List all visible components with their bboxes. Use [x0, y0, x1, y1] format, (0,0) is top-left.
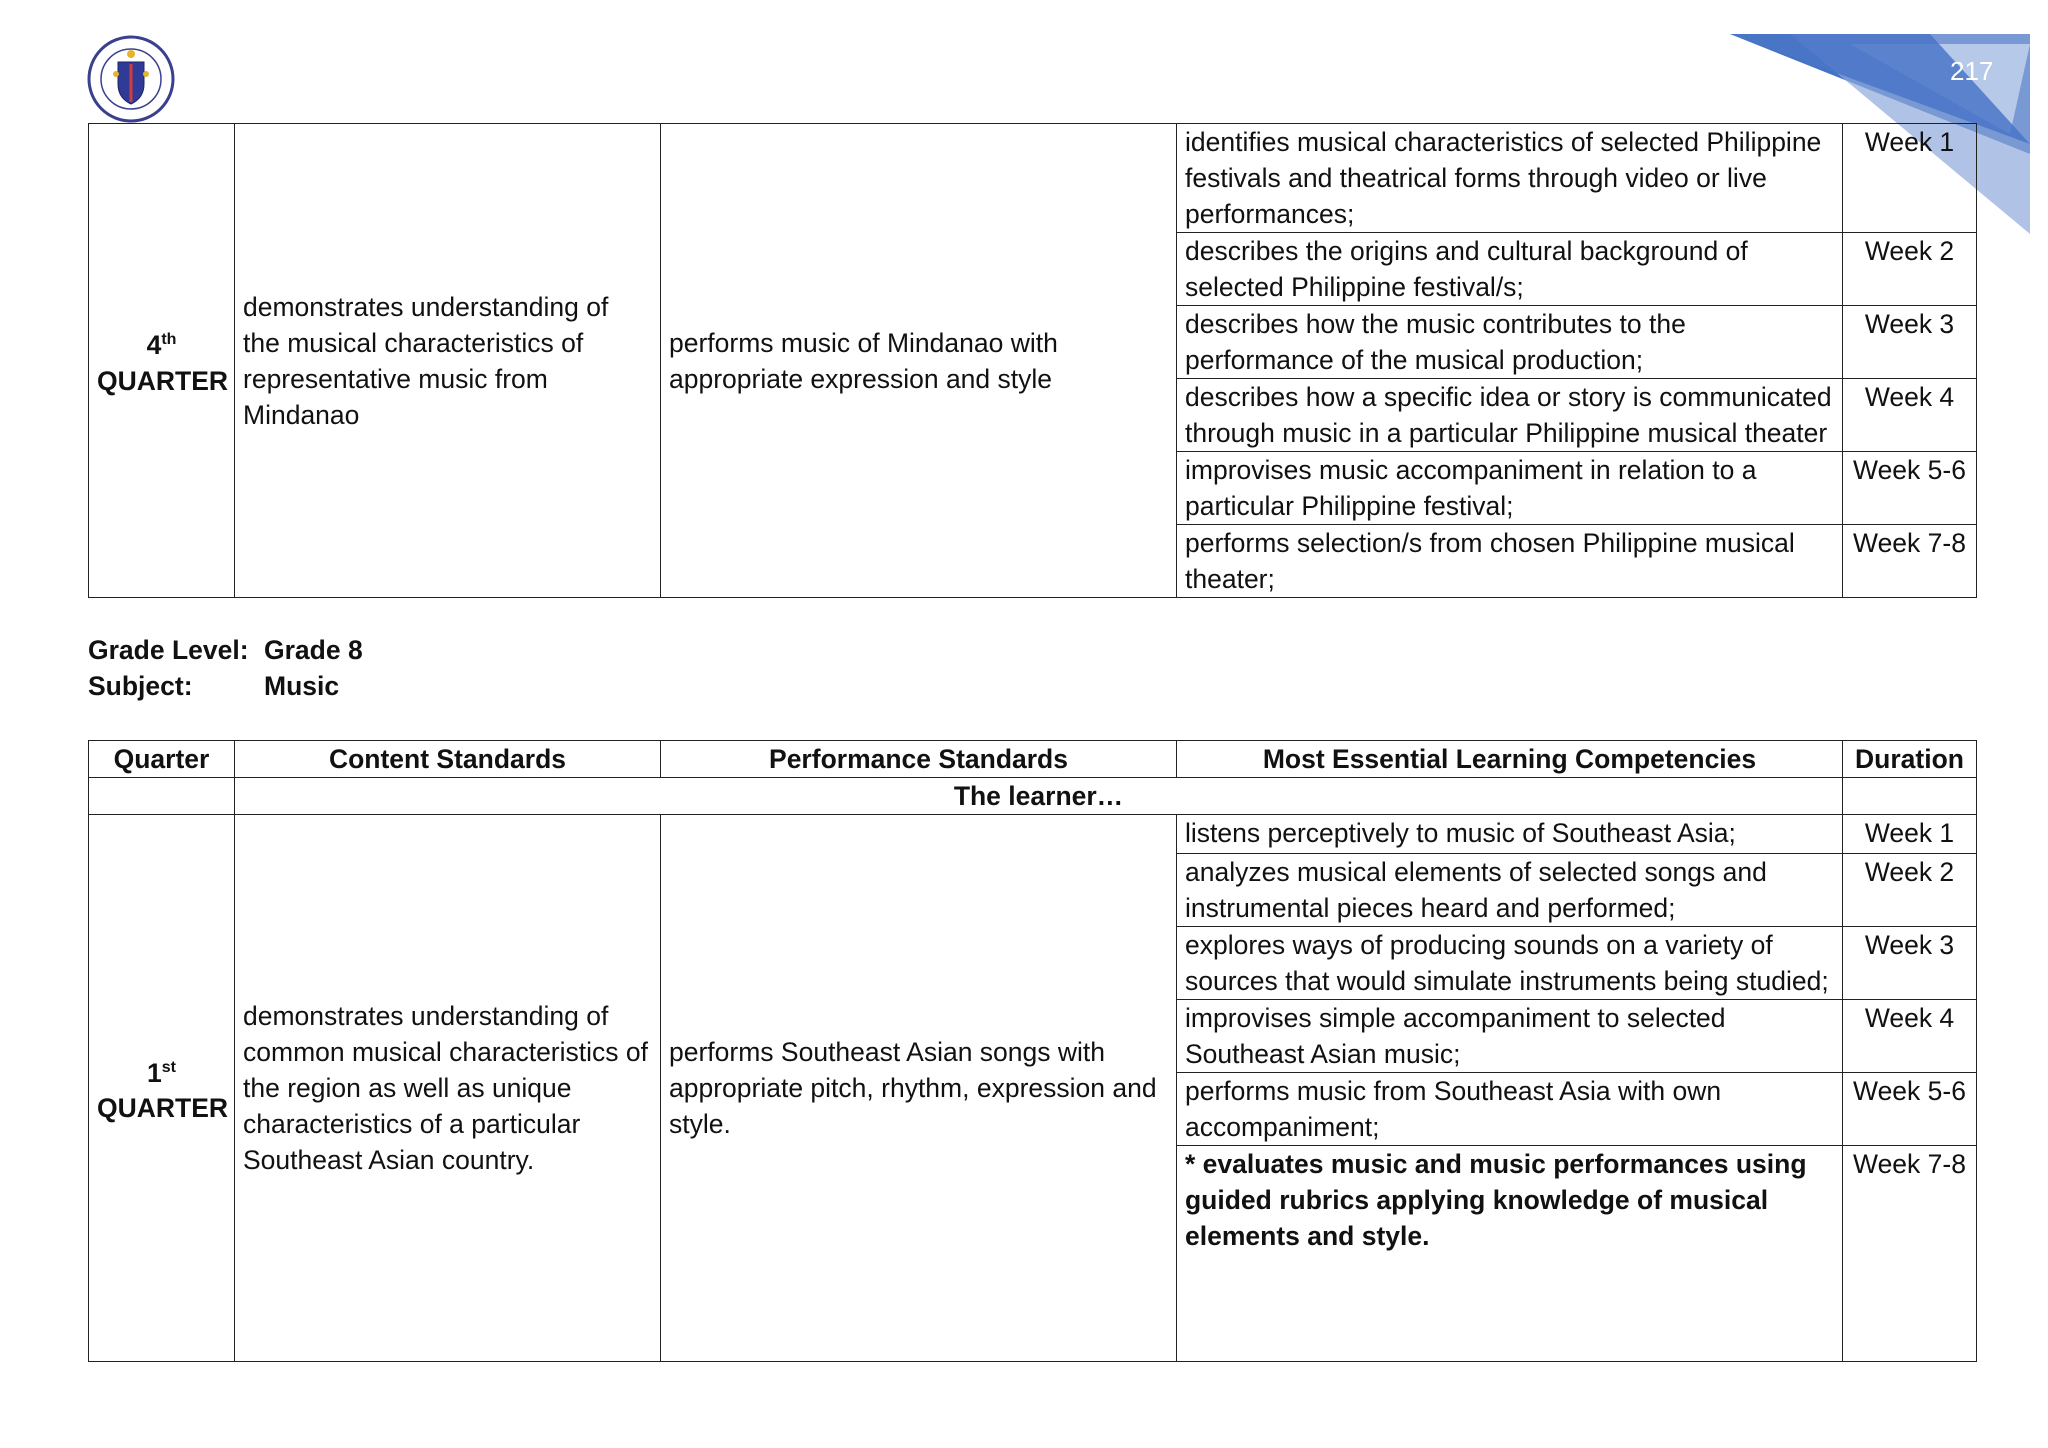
content-standard: demonstrates understanding of common musical characteristics of the region as well as unique characteristics of a particular Southeast Asian country.	[235, 815, 661, 1362]
grade-level-label: Grade Level:	[88, 635, 249, 665]
quarter-cell: 1st QUARTER	[89, 815, 235, 1362]
competency-item: listens perceptively to music of Southeast Asia;	[1177, 815, 1843, 854]
header-duration: Duration	[1843, 741, 1977, 778]
competency-item: describes how the music contributes to the performance of the musical production;	[1177, 306, 1843, 379]
duration-cell: Week 3	[1843, 306, 1977, 379]
competency-item: performs selection/s from chosen Philippine musical theater;	[1177, 525, 1843, 598]
empty-cell	[1843, 778, 1977, 815]
competency-item: explores ways of producing sounds on a variety of sources that would simulate instruments being studied;	[1177, 927, 1843, 1000]
competency-item: * evaluates music and music performances using guided rubrics applying knowledge of musical elements and style.	[1177, 1146, 1843, 1362]
duration-cell: Week 4	[1843, 1000, 1977, 1073]
competency-item: analyzes musical elements of selected songs and instrumental pieces heard and performed;	[1177, 854, 1843, 927]
competency-item: improvises music accompaniment in relation to a particular Philippine festival;	[1177, 452, 1843, 525]
competency-item: identifies musical characteristics of selected Philippine festivals and theatrical forms through video or live performances;	[1177, 124, 1843, 233]
deped-seal-icon	[86, 34, 176, 124]
duration-cell: Week 3	[1843, 927, 1977, 1000]
header-content-standards: Content Standards	[235, 741, 661, 778]
empty-cell	[89, 778, 235, 815]
duration-cell: Week 5-6	[1843, 452, 1977, 525]
header-competencies: Most Essential Learning Competencies	[1177, 741, 1843, 778]
quarter-cell: 4th QUARTER	[89, 124, 235, 598]
curriculum-table-grade7-q4	[88, 123, 1977, 598]
curriculum-table-grade8-q1	[88, 740, 1977, 1362]
duration-cell: Week 2	[1843, 233, 1977, 306]
header-quarter: Quarter	[89, 741, 235, 778]
duration-cell: Week 1	[1843, 124, 1977, 233]
duration-cell: Week 7-8	[1843, 1146, 1977, 1362]
page-number: 217	[1950, 56, 1994, 86]
content-standard: demonstrates understanding of the musical characteristics of representative music from Mindanao	[235, 124, 661, 598]
duration-cell: Week 2	[1843, 854, 1977, 927]
grade-level-value: Grade 8	[264, 635, 363, 665]
subject-label: Subject:	[88, 671, 193, 701]
performance-standard: performs Southeast Asian songs with appropriate pitch, rhythm, expression and style.	[661, 815, 1177, 1362]
competency-item: describes how a specific idea or story is communicated through music in a particular Philippine musical theater	[1177, 379, 1843, 452]
competency-item: performs music from Southeast Asia with own accompaniment;	[1177, 1073, 1843, 1146]
learner-row: The learner…	[235, 778, 1843, 815]
subject-value: Music	[264, 671, 340, 701]
duration-cell: Week 5-6	[1843, 1073, 1977, 1146]
duration-cell: Week 7-8	[1843, 525, 1977, 598]
duration-cell: Week 4	[1843, 379, 1977, 452]
competency-item: improvises simple accompaniment to selected Southeast Asian music;	[1177, 1000, 1843, 1073]
duration-cell: Week 1	[1843, 815, 1977, 854]
performance-standard: performs music of Mindanao with appropriate expression and style	[661, 124, 1177, 598]
grade-subject-block	[88, 632, 363, 704]
competency-item: describes the origins and cultural background of selected Philippine festival/s;	[1177, 233, 1843, 306]
header-performance-standards: Performance Standards	[661, 741, 1177, 778]
